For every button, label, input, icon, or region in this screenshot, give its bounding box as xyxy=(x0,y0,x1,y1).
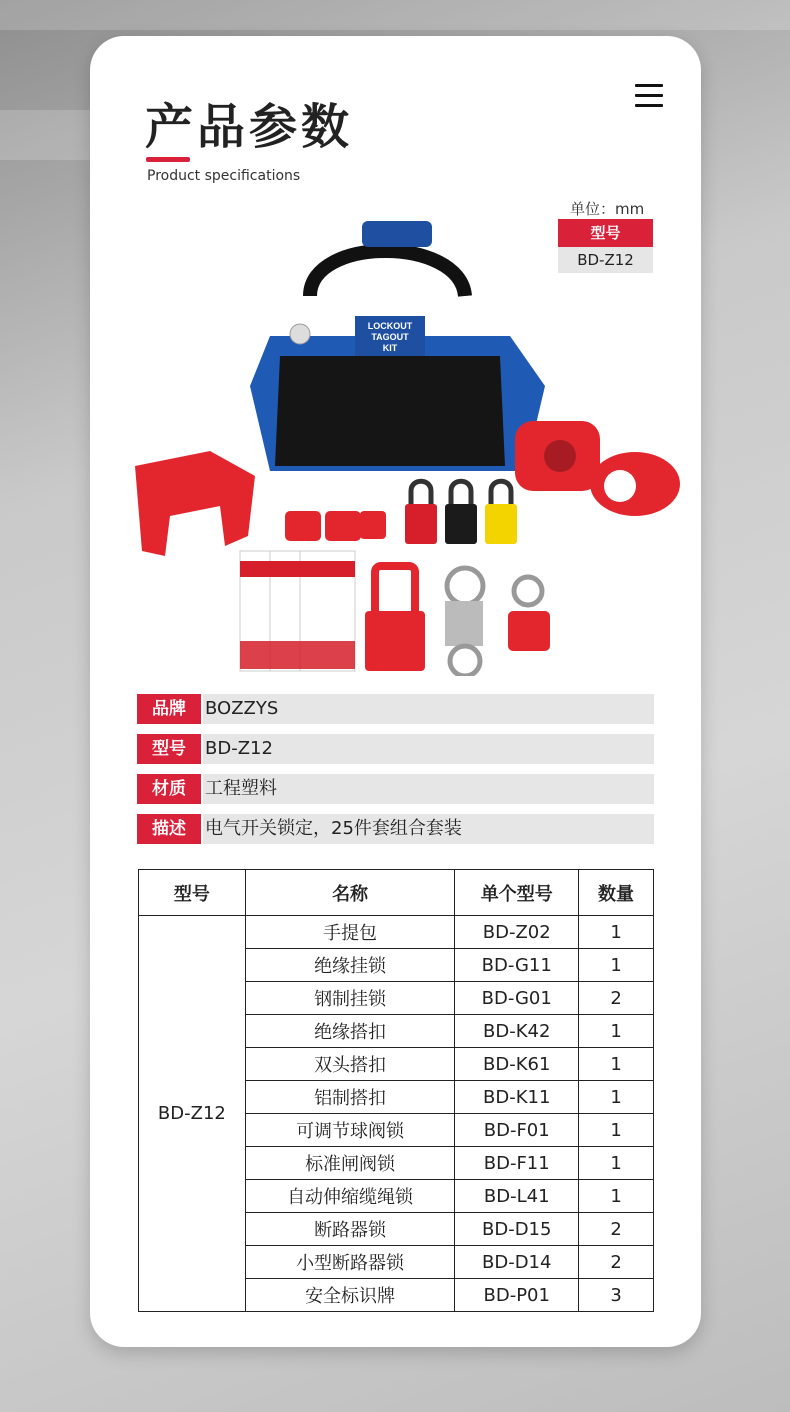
model-tag-value: BD-Z12 xyxy=(558,247,653,273)
item-name-cell: 绝缘挂锁 xyxy=(245,949,455,982)
spec-row-model xyxy=(137,734,654,764)
column-header: 数量 xyxy=(579,870,654,916)
product-image xyxy=(130,216,690,676)
item-model-cell: BD-F11 xyxy=(455,1147,579,1180)
spec-label: 品牌 xyxy=(137,694,201,724)
insulated-hasp xyxy=(365,611,425,671)
breaker-lock xyxy=(325,511,361,541)
spec-row-material xyxy=(137,774,654,804)
item-name-cell: 安全标识牌 xyxy=(245,1279,455,1312)
safety-tags xyxy=(240,551,355,671)
padlock-yellow xyxy=(485,504,517,544)
background-stripe xyxy=(0,0,790,30)
cable-lock-hub xyxy=(544,440,576,472)
handle-grip xyxy=(362,221,432,247)
table-body xyxy=(139,916,654,1312)
item-qty-cell: 3 xyxy=(579,1279,654,1312)
bag-text-line: KIT xyxy=(382,343,398,353)
item-qty-cell: 1 xyxy=(579,1114,654,1147)
item-name-cell: 绝缘搭扣 xyxy=(245,1015,455,1048)
spec-label: 材质 xyxy=(137,774,201,804)
padlock-shackle xyxy=(451,481,471,506)
spec-row-brand xyxy=(137,694,654,724)
breaker-lock xyxy=(285,511,321,541)
model-tag-label: 型号 xyxy=(558,219,653,247)
item-model-cell: BD-K61 xyxy=(455,1048,579,1081)
item-model-cell: BD-F01 xyxy=(455,1114,579,1147)
bag-front xyxy=(275,356,505,466)
aluminum-hasp xyxy=(508,611,550,651)
column-header: 单个型号 xyxy=(455,870,579,916)
item-name-cell: 自动伸缩缆绳锁 xyxy=(245,1180,455,1213)
spec-value: BD-Z12 xyxy=(203,734,654,764)
steel-hasp-ring xyxy=(450,646,480,676)
spec-row-description xyxy=(137,814,654,844)
valve-lock xyxy=(135,451,255,556)
item-qty-cell: 1 xyxy=(579,1180,654,1213)
padlock-red xyxy=(405,504,437,544)
spec-label: 型号 xyxy=(137,734,201,764)
item-qty-cell: 1 xyxy=(579,916,654,949)
double-hasp xyxy=(445,601,483,646)
mini-breaker-lock xyxy=(360,511,386,539)
item-qty-cell: 1 xyxy=(579,1081,654,1114)
spec-value: 工程塑料 xyxy=(203,774,654,804)
column-header: 型号 xyxy=(139,870,246,916)
unit-label: 单位：mm xyxy=(570,200,645,218)
item-qty-cell: 1 xyxy=(579,949,654,982)
page-title: 产品参数 xyxy=(145,99,354,155)
item-qty-cell: 2 xyxy=(579,1213,654,1246)
item-model-cell: BD-D15 xyxy=(455,1213,579,1246)
bag-text-line: TAGOUT xyxy=(371,332,409,342)
item-name-cell: 铝制搭扣 xyxy=(245,1081,455,1114)
item-name-cell: 手提包 xyxy=(245,916,455,949)
item-model-cell: BD-Z02 xyxy=(455,916,579,949)
item-model-cell: BD-L41 xyxy=(455,1180,579,1213)
aluminum-hasp-ring xyxy=(514,577,542,605)
spec-value: 电气开关锁定，25件套组合套装 xyxy=(203,814,654,844)
table-row xyxy=(139,916,654,949)
page-subtitle: Product specifications xyxy=(147,168,301,184)
item-model-cell: BD-K11 xyxy=(455,1081,579,1114)
item-model-cell: BD-K42 xyxy=(455,1015,579,1048)
padlock-shackle xyxy=(411,481,431,506)
item-qty-cell: 1 xyxy=(579,1048,654,1081)
item-name-cell: 钢制挂锁 xyxy=(245,982,455,1015)
item-qty-cell: 1 xyxy=(579,1015,654,1048)
item-qty-cell: 1 xyxy=(579,1147,654,1180)
item-name-cell: 断路器锁 xyxy=(245,1213,455,1246)
item-model-cell: BD-P01 xyxy=(455,1279,579,1312)
bag-carabiner xyxy=(290,324,310,344)
padlock-black xyxy=(445,504,477,544)
spec-value: BOZZYS xyxy=(203,694,654,724)
item-model-cell: BD-G01 xyxy=(455,982,579,1015)
item-qty-cell: 2 xyxy=(579,982,654,1015)
item-name-cell: 可调节球阀锁 xyxy=(245,1114,455,1147)
spec-label: 描述 xyxy=(137,814,201,844)
item-name-cell: 双头搭扣 xyxy=(245,1048,455,1081)
item-name-cell: 小型断路器锁 xyxy=(245,1246,455,1279)
item-qty-cell: 2 xyxy=(579,1246,654,1279)
column-header: 名称 xyxy=(245,870,455,916)
item-model-cell: BD-G11 xyxy=(455,949,579,982)
item-model-cell: BD-D14 xyxy=(455,1246,579,1279)
steel-hasp-ring xyxy=(447,568,483,604)
item-name-cell: 标准闸阀锁 xyxy=(245,1147,455,1180)
table-header-row xyxy=(139,870,654,916)
title-underline xyxy=(146,157,190,162)
group-model-cell: BD-Z12 xyxy=(139,916,246,1312)
spec-card xyxy=(90,36,701,1347)
padlock-shackle xyxy=(491,481,511,506)
bag-text-line: LOCKOUT xyxy=(367,321,413,331)
menu-icon[interactable] xyxy=(635,84,663,108)
bag-handle xyxy=(310,251,465,296)
background-stripe xyxy=(0,110,90,160)
gate-valve-label xyxy=(604,470,636,502)
components-table xyxy=(138,869,654,1312)
